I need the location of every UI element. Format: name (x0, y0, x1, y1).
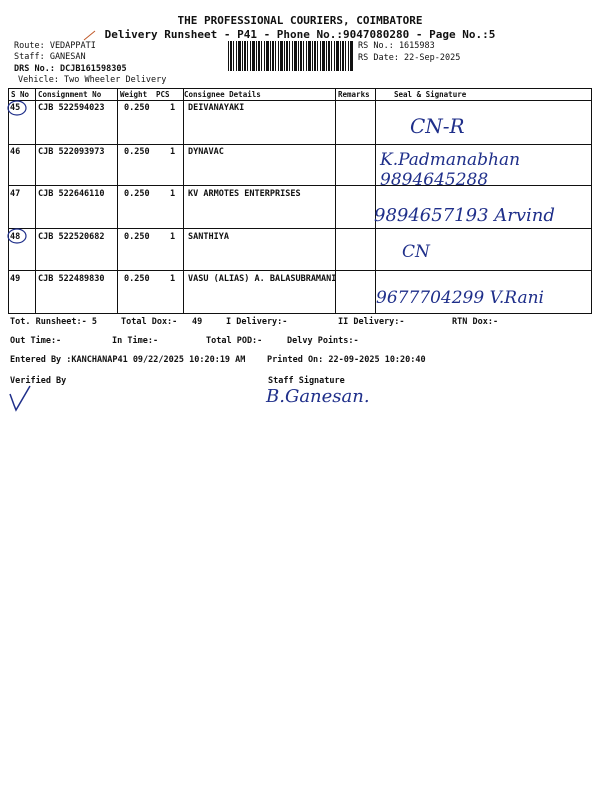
ii-delivery: II Delivery:- (338, 317, 405, 327)
out-time: Out Time:- (10, 336, 62, 346)
rs-number: RS No.: 1615983 (358, 41, 435, 51)
vehicle-label: Vehicle: Two Wheeler Delivery (18, 75, 167, 85)
row-consignee: VASU (ALIAS) A. BALASUBRAMANI (188, 274, 337, 284)
col-seal-signature: Seal & Signature (394, 90, 467, 99)
row-pcs: 1 (170, 147, 176, 157)
drs-number: DRS No.: DCJB161598305 (14, 64, 127, 74)
row-consignment: CJB 522093973 (38, 147, 105, 157)
row-pcs: 1 (170, 103, 176, 113)
signature-45: CN-R (410, 114, 465, 138)
circle-mark-48 (8, 229, 26, 243)
row-consignee: SANTHIYA (188, 232, 229, 242)
row-weight: 0.250 (124, 103, 150, 113)
in-time: In Time:- (112, 336, 159, 346)
row-consignment: CJB 522646110 (38, 189, 105, 199)
printed-on: Printed On: 22-09-2025 10:20:40 (267, 355, 426, 365)
col-consignment: Consignment No (38, 90, 102, 99)
col-consignee: Consignee Details (184, 90, 261, 99)
signature-46: K.Padmanabhan 9894645288 (380, 150, 521, 190)
row-weight: 0.250 (124, 189, 150, 199)
verified-tick-mark (10, 386, 30, 410)
row-consignee: DYNAVAC (188, 147, 224, 157)
circle-mark-45 (8, 101, 26, 115)
tick-mark-title (84, 31, 95, 40)
route-label: Route: VEDAPPATI (14, 41, 96, 51)
row-consignee: DEIVANAYAKI (188, 103, 245, 113)
col-weight: Weight (120, 90, 148, 99)
row-consignment: CJB 522520682 (38, 232, 105, 242)
row-weight: 0.250 (124, 147, 150, 157)
delvy-points: Delvy Points:- (287, 336, 359, 346)
rs-date: RS Date: 22-Sep-2025 (358, 53, 461, 63)
row-sno: 47 (10, 189, 21, 199)
col-remarks: Remarks (338, 90, 370, 99)
row-sno: 46 (10, 147, 21, 157)
col-pcs: PCS (156, 90, 170, 99)
entered-by: Entered By :KANCHANAP41 09/22/2025 10:20:19 AM (10, 355, 246, 365)
row-consignment: CJB 522489830 (38, 274, 105, 284)
row-sno: 48 (10, 232, 21, 242)
row-sno: 49 (10, 274, 21, 284)
signature-49: 9677704299 V.Rani (376, 288, 544, 308)
col-sno: S No (11, 90, 30, 99)
tot-runsheet: Tot. Runsheet:- 5 (10, 317, 97, 327)
signature-47: 9894657193 Arvind (374, 205, 555, 226)
row-pcs: 1 (170, 232, 176, 242)
total-dox-label: Total Dox:- (121, 317, 178, 327)
runsheet-title: Delivery Runsheet - P41 - Phone No.:9047080280 - Page No.:5 (104, 28, 496, 41)
row-consignee: KV ARMOTES ENTERPRISES (188, 189, 301, 199)
total-pod: Total POD:- (206, 336, 263, 346)
verified-by: Verified By (10, 376, 67, 386)
staff-label: Staff: GANESAN (14, 52, 86, 62)
company-name: THE PROFESSIONAL COURIERS, COIMBATORE (177, 14, 423, 27)
total-dox-value: 49 (192, 317, 203, 327)
row-pcs: 1 (170, 189, 176, 199)
row-weight: 0.250 (124, 274, 150, 284)
row-consignment: CJB 522594023 (38, 103, 105, 113)
signature-48: CN (402, 242, 430, 262)
staff-signature-label: Staff Signature (268, 376, 345, 386)
i-delivery: I Delivery:- (226, 317, 288, 327)
row-pcs: 1 (170, 274, 176, 284)
staff-signature-hand: B.Ganesan. (266, 386, 370, 407)
rtn-dox: RTN Dox:- (452, 317, 499, 327)
row-weight: 0.250 (124, 232, 150, 242)
row-sno: 45 (10, 103, 21, 113)
